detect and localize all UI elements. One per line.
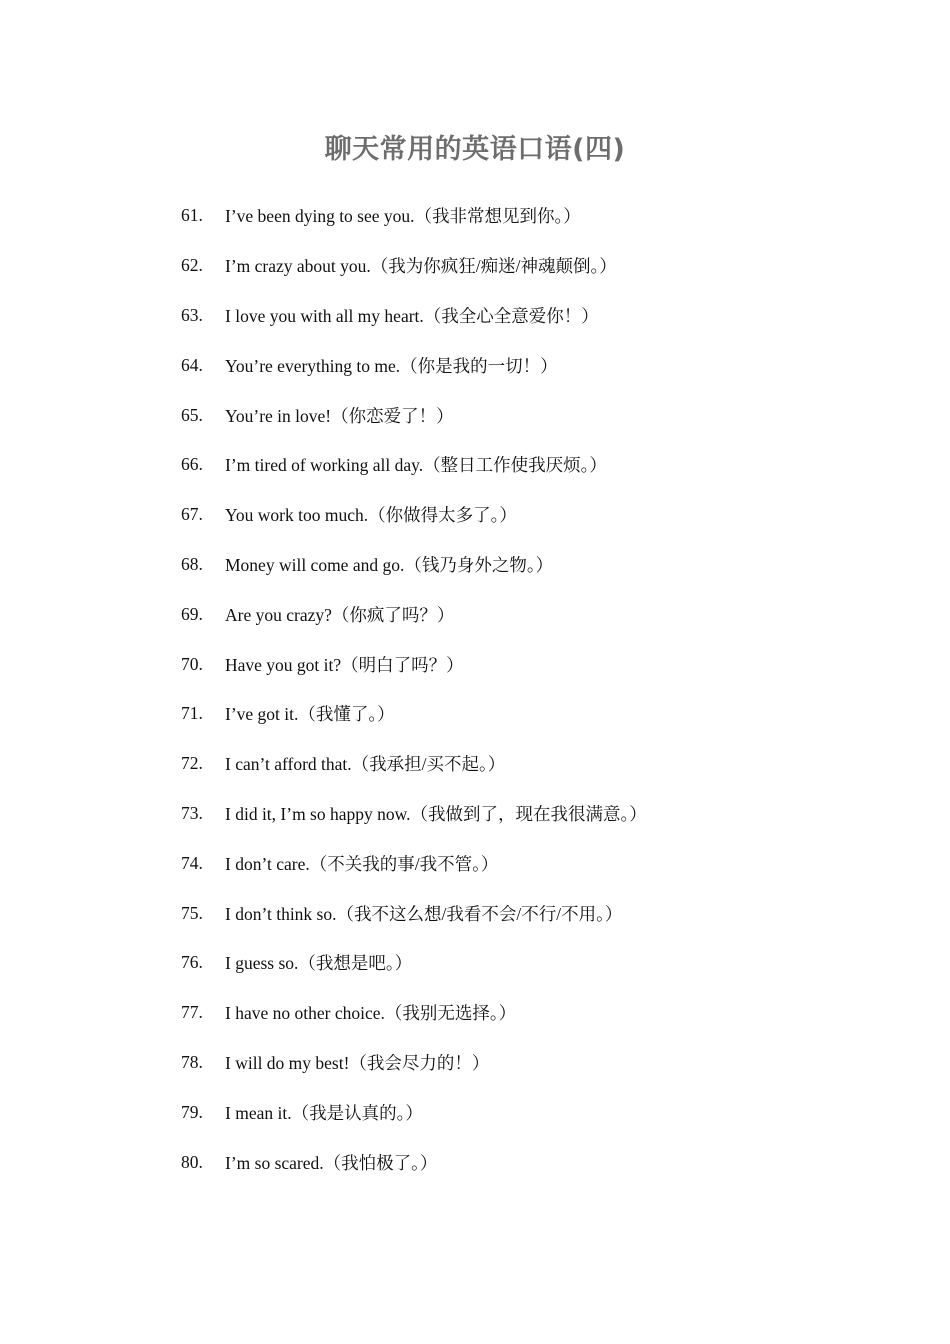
item-number: 80. <box>181 1151 203 1172</box>
list-item <box>181 589 881 639</box>
item-number: 74. <box>181 852 203 873</box>
list-item <box>181 1038 881 1088</box>
item-text: I don’t think so.（我不这么想/我看不会/不行/不用。） <box>225 903 623 924</box>
item-number: 64. <box>181 354 203 375</box>
item-text: I love you with all my heart.（我全心全意爱你！） <box>225 305 599 326</box>
item-number: 69. <box>181 603 203 624</box>
list-item <box>181 1137 881 1187</box>
item-number: 71. <box>181 703 203 724</box>
item-text: You’re in love!（你恋爱了！） <box>225 405 454 426</box>
list-item <box>181 340 881 390</box>
item-text: You work too much.（你做得太多了。） <box>225 505 517 526</box>
list-item <box>181 938 881 988</box>
item-text: I have no other choice.（我别无选择。） <box>225 1003 517 1024</box>
item-number: 73. <box>181 802 203 823</box>
list-item <box>181 789 881 839</box>
list-item <box>181 291 881 341</box>
list-item <box>181 739 881 789</box>
list-item <box>181 440 881 490</box>
item-text: I did it, I’m so happy now.（我做到了，现在我很满意。） <box>225 803 647 824</box>
item-number: 62. <box>181 255 203 276</box>
item-number: 65. <box>181 404 203 425</box>
item-number: 68. <box>181 553 203 574</box>
page-title: 聊天常用的英语口语(四) <box>324 134 626 165</box>
item-text: I’m tired of working all day.（整日工作使我厌烦。） <box>225 455 607 476</box>
item-number: 70. <box>181 653 203 674</box>
list-item <box>181 241 881 291</box>
item-text: Have you got it?（明白了吗？） <box>225 654 464 675</box>
item-number: 66. <box>181 454 203 475</box>
list-item <box>181 390 881 440</box>
list-item <box>181 1087 881 1137</box>
item-text: I don’t care.（不关我的事/我不管。） <box>225 853 499 874</box>
list-item <box>181 639 881 689</box>
item-number: 61. <box>181 205 203 226</box>
list-item <box>181 540 881 590</box>
list-item <box>181 888 881 938</box>
item-text: Money will come and go.（钱乃身外之物。） <box>225 554 554 575</box>
item-number: 78. <box>181 1051 203 1072</box>
item-number: 67. <box>181 504 203 525</box>
item-text: I’ve been dying to see you.（我非常想见到你。） <box>225 206 581 227</box>
list-item <box>181 689 881 739</box>
item-text: I’ve got it.（我懂了。） <box>225 704 395 725</box>
item-number: 63. <box>181 304 203 325</box>
item-text: I will do my best!（我会尽力的！） <box>225 1052 490 1073</box>
item-text: Are you crazy?（你疯了吗？） <box>225 604 455 625</box>
item-text: I’m so scared.（我怕极了。） <box>225 1152 438 1173</box>
list-item <box>181 490 881 540</box>
list-item <box>181 988 881 1038</box>
list-item <box>181 191 881 241</box>
item-number: 72. <box>181 753 203 774</box>
item-text: I can’t afford that.（我承担/买不起。） <box>225 754 506 775</box>
item-text: I guess so.（我想是吧。） <box>225 953 413 974</box>
list-item <box>181 838 881 888</box>
item-number: 75. <box>181 902 203 923</box>
item-text: I’m crazy about you.（我为你疯狂/痴迷/神魂颠倒。） <box>225 256 617 277</box>
item-text: I mean it.（我是认真的。） <box>225 1102 423 1123</box>
item-number: 76. <box>181 952 203 973</box>
item-text: You’re everything to me.（你是我的一切！） <box>225 355 558 376</box>
item-number: 79. <box>181 1101 203 1122</box>
phrase-list <box>181 191 881 1187</box>
item-number: 77. <box>181 1002 203 1023</box>
